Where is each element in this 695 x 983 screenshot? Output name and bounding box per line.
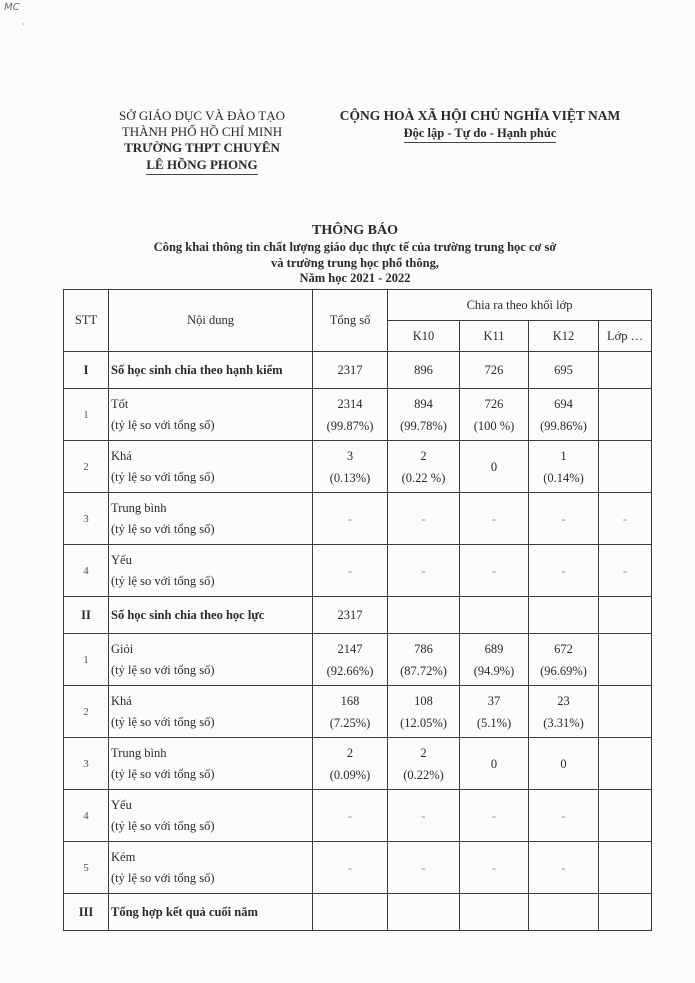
row-label-main: Giỏi xyxy=(111,641,134,656)
cell-k12: 695 xyxy=(529,352,599,389)
title-line1: Công khai thông tin chất lượng giáo dục thực tế của trường trung học cơ sở xyxy=(153,240,557,254)
cell-total xyxy=(313,389,388,441)
table-row xyxy=(64,389,652,441)
cell-k10 xyxy=(388,894,460,931)
cell-percent: (0.22%) xyxy=(403,767,444,782)
table-row xyxy=(64,894,652,931)
row-label-main: Kém xyxy=(111,849,136,864)
cell-total xyxy=(313,634,388,686)
row-label-main: Khá xyxy=(111,448,132,463)
cell-percent: (0.14%) xyxy=(543,470,584,485)
title-main: THÔNG BÁO xyxy=(312,223,398,238)
cell-percent: (12.05%) xyxy=(400,715,447,730)
row-label: Số học sinh chia theo học lực xyxy=(109,597,313,634)
cell-count: 786 xyxy=(414,641,433,656)
cell-k11 xyxy=(460,634,529,686)
cell-total: - xyxy=(313,493,388,545)
cell-count: 2 xyxy=(420,448,427,463)
cell-total xyxy=(313,441,388,493)
cell-total xyxy=(313,686,388,738)
table-row xyxy=(64,597,652,634)
cell-k12: - xyxy=(529,790,599,842)
row-label-main: Tốt xyxy=(111,396,129,411)
cell-k12: - xyxy=(529,842,599,894)
cell-other xyxy=(599,790,652,842)
cell-other xyxy=(599,842,652,894)
row-label xyxy=(109,738,313,790)
row-label xyxy=(109,545,313,597)
row-label xyxy=(109,842,313,894)
row-stt: 1 xyxy=(64,389,109,441)
cell-other xyxy=(599,634,652,686)
row-label-ratio: (tỷ lệ so với tổng số) xyxy=(111,662,215,677)
row-label-ratio: (tỷ lệ so với tổng số) xyxy=(111,469,215,484)
table-row xyxy=(64,738,652,790)
cell-total: - xyxy=(313,545,388,597)
cell-percent: (87.72%) xyxy=(400,663,447,678)
row-label-ratio: (tỷ lệ so với tổng số) xyxy=(111,766,215,781)
row-label-ratio: (tỷ lệ so với tổng số) xyxy=(111,870,215,885)
row-label xyxy=(109,389,313,441)
title-line2: và trường trung học phổ thông, xyxy=(271,256,439,270)
row-label-main: Trung bình xyxy=(111,745,167,760)
issuer-header xyxy=(92,108,312,175)
row-label-main: Yếu xyxy=(111,797,132,812)
row-stt: 3 xyxy=(64,738,109,790)
cell-k12: - xyxy=(529,545,599,597)
country-name: CỘNG HOÀ XÃ HỘI CHỦ NGHĨA VIỆT NAM xyxy=(339,108,621,123)
cell-k10: - xyxy=(388,790,460,842)
cell-percent: (99.78%) xyxy=(400,418,447,433)
cell-percent: (0.13%) xyxy=(329,470,371,485)
cell-k10 xyxy=(388,597,460,634)
cell-total: 2317 xyxy=(313,597,388,634)
cell-k11: - xyxy=(460,493,529,545)
cell-other xyxy=(599,352,652,389)
cell-count: 726 xyxy=(484,396,504,411)
cell-other: - xyxy=(599,545,652,597)
cell-percent: (3.31%) xyxy=(543,715,584,730)
cell-k10 xyxy=(388,686,460,738)
cell-k10 xyxy=(388,441,460,493)
cell-count: 672 xyxy=(554,641,573,656)
cell-count: 689 xyxy=(484,641,504,656)
row-label xyxy=(109,493,313,545)
cell-count: 1 xyxy=(560,448,567,463)
corner-mark: ` xyxy=(22,22,25,32)
cell-k10: 896 xyxy=(388,352,460,389)
row-stt: 2 xyxy=(64,686,109,738)
row-label xyxy=(109,634,313,686)
cell-count: 3 xyxy=(346,448,354,463)
cell-k10: - xyxy=(388,545,460,597)
cell-k12 xyxy=(529,894,599,931)
school-name-line1: TRƯỜNG THPT CHUYÊN xyxy=(124,140,280,155)
row-label: Tổng hợp kết quả cuối năm xyxy=(109,894,313,931)
national-header xyxy=(325,108,635,143)
cell-percent: (0.22 %) xyxy=(401,470,446,485)
cell-other xyxy=(599,389,652,441)
cell-percent: (99.86%) xyxy=(540,418,587,433)
cell-other xyxy=(599,738,652,790)
cell-percent: (5.1%) xyxy=(476,715,512,730)
cell-count: 894 xyxy=(414,396,433,411)
header-k10: K10 xyxy=(388,321,460,352)
cell-k12 xyxy=(529,634,599,686)
row-stt: 5 xyxy=(64,842,109,894)
cell-k11 xyxy=(460,597,529,634)
header-stt: STT xyxy=(64,290,109,352)
cell-k10 xyxy=(388,389,460,441)
table-row xyxy=(64,493,652,545)
row-label xyxy=(109,790,313,842)
school-name-line2: LÊ HỒNG PHONG xyxy=(146,157,257,175)
cell-other: - xyxy=(599,493,652,545)
row-label-ratio: (tỷ lệ so với tổng số) xyxy=(111,521,215,536)
cell-other xyxy=(599,597,652,634)
header-total: Tổng số xyxy=(313,290,388,352)
cell-percent: (96.69%) xyxy=(540,663,587,678)
row-label-ratio: (tỷ lệ so với tổng số) xyxy=(111,714,215,729)
header-grade-group: Chia ra theo khối lớp xyxy=(388,290,652,321)
cell-k11 xyxy=(460,389,529,441)
document-title xyxy=(60,222,650,286)
row-stt: III xyxy=(64,894,109,931)
cell-other xyxy=(599,686,652,738)
header-other: Lớp … xyxy=(599,321,652,352)
row-label-main: Trung bình xyxy=(111,500,167,515)
row-label-main: Khá xyxy=(111,693,132,708)
row-label-ratio: (tỷ lệ so với tổng số) xyxy=(111,573,215,588)
row-label-main: Yếu xyxy=(111,552,132,567)
table-row xyxy=(64,441,652,493)
table-row xyxy=(64,352,652,389)
row-stt: 4 xyxy=(64,790,109,842)
cell-percent: (0.09%) xyxy=(329,767,371,782)
row-label-ratio: (tỷ lệ so với tổng số) xyxy=(111,818,215,833)
cell-k11: - xyxy=(460,545,529,597)
cell-count: 23 xyxy=(557,693,570,708)
cell-percent: (92.66%) xyxy=(326,663,374,678)
quality-table xyxy=(63,289,652,931)
table-row xyxy=(64,634,652,686)
cell-total xyxy=(313,894,388,931)
cell-k10: - xyxy=(388,493,460,545)
cell-k10: - xyxy=(388,842,460,894)
cell-total: - xyxy=(313,790,388,842)
cell-total: 2317 xyxy=(313,352,388,389)
cell-total xyxy=(313,738,388,790)
city-name: THÀNH PHỐ HỒ CHÍ MINH xyxy=(121,124,283,139)
cell-k11 xyxy=(460,686,529,738)
cell-count: 2 xyxy=(420,745,427,760)
cell-k11: 0 xyxy=(460,738,529,790)
corner-handwritten-note: MC xyxy=(4,2,20,13)
cell-k10 xyxy=(388,634,460,686)
row-stt: I xyxy=(64,352,109,389)
department-name: SỞ GIÁO DỤC VÀ ĐÀO TẠO xyxy=(119,108,285,123)
title-school-year: Năm học 2021 - 2022 xyxy=(299,271,411,285)
table-row xyxy=(64,686,652,738)
cell-k10 xyxy=(388,738,460,790)
cell-count: 694 xyxy=(554,396,573,411)
cell-percent: (100 %) xyxy=(473,418,515,433)
cell-percent: (99.87%) xyxy=(326,418,374,433)
table-row xyxy=(64,790,652,842)
table-row xyxy=(64,545,652,597)
cell-count: 168 xyxy=(340,693,360,708)
row-stt: 2 xyxy=(64,441,109,493)
row-label-ratio: (tỷ lệ so với tổng số) xyxy=(111,417,215,432)
cell-percent: (7.25%) xyxy=(329,715,371,730)
cell-k11 xyxy=(460,894,529,931)
cell-k11: 726 xyxy=(460,352,529,389)
cell-count: 2147 xyxy=(337,641,363,656)
header-content: Nội dung xyxy=(109,290,313,352)
header-k11: K11 xyxy=(460,321,529,352)
cell-k12 xyxy=(529,597,599,634)
row-stt: 3 xyxy=(64,493,109,545)
row-label xyxy=(109,441,313,493)
cell-percent: (94.9%) xyxy=(473,663,515,678)
cell-count: 2 xyxy=(346,745,354,760)
cell-k11: 0 xyxy=(460,441,529,493)
cell-k12: 0 xyxy=(529,738,599,790)
cell-total: - xyxy=(313,842,388,894)
cell-count: 37 xyxy=(487,693,501,708)
cell-count: 2314 xyxy=(337,396,363,411)
row-stt: II xyxy=(64,597,109,634)
cell-k12: - xyxy=(529,493,599,545)
cell-other xyxy=(599,441,652,493)
cell-k11: - xyxy=(460,790,529,842)
cell-k12 xyxy=(529,686,599,738)
table-row xyxy=(64,842,652,894)
row-stt: 4 xyxy=(64,545,109,597)
header-k12: K12 xyxy=(529,321,599,352)
cell-count: 108 xyxy=(414,693,433,708)
cell-k12 xyxy=(529,441,599,493)
cell-k11: - xyxy=(460,842,529,894)
cell-other xyxy=(599,894,652,931)
row-stt: 1 xyxy=(64,634,109,686)
row-label xyxy=(109,686,313,738)
cell-k12 xyxy=(529,389,599,441)
national-motto: Độc lập - Tự do - Hạnh phúc xyxy=(404,125,557,143)
row-label: Số học sinh chia theo hạnh kiểm xyxy=(109,352,313,389)
